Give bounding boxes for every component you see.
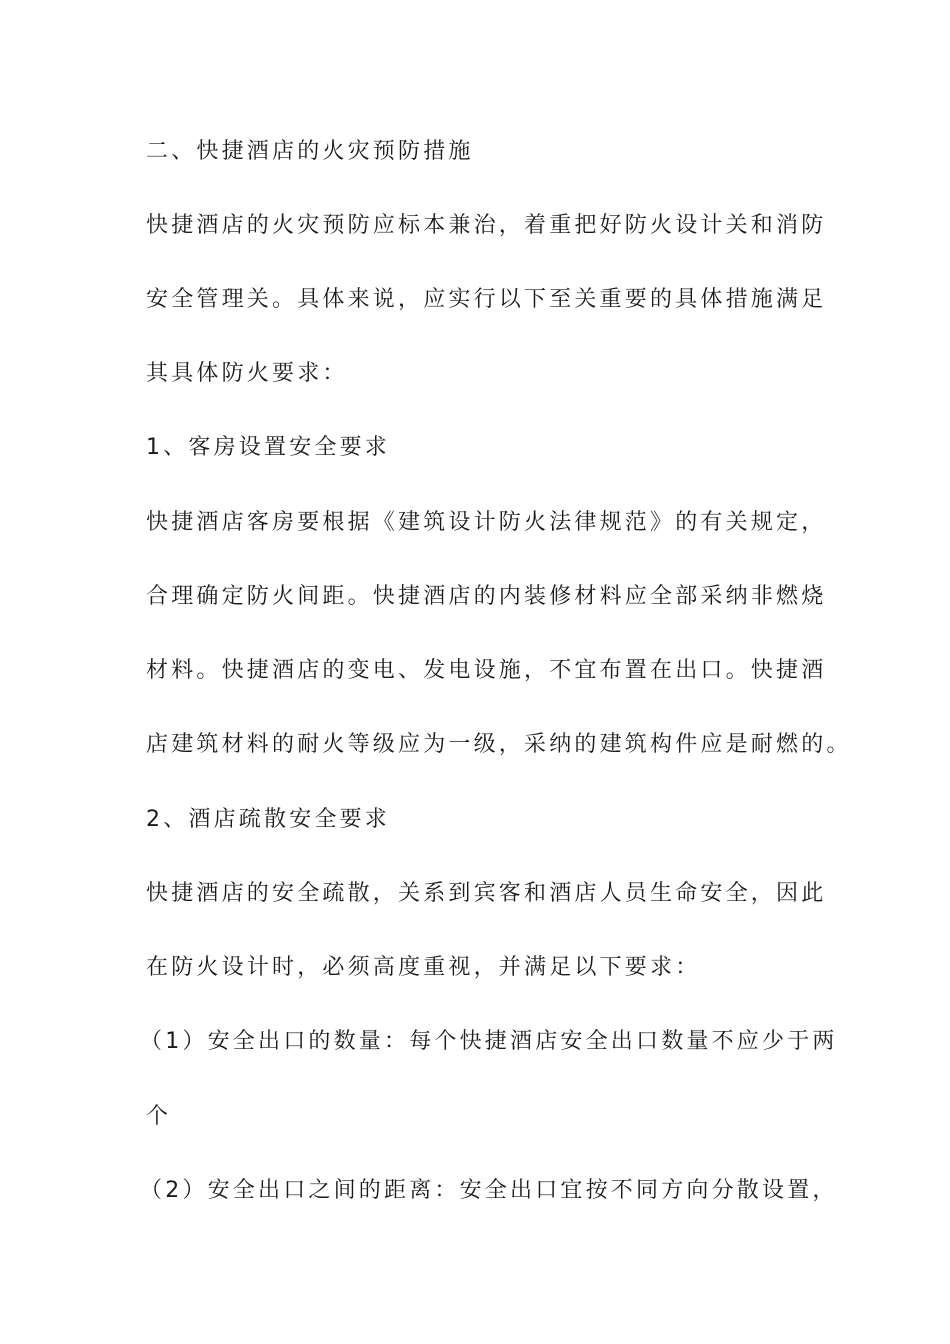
paragraph-line: 快捷酒店的火灾预防应标本兼治，着重把好防火设计关和消防: [146, 213, 827, 238]
paragraph-line: 合理确定防火间距。快捷酒店的内装修材料应全部采纳非燃烧: [146, 584, 827, 609]
paragraph-line: 店建筑材料的耐火等级应为一级，采纳的建筑构件应是耐燃的。: [146, 732, 852, 757]
paragraph-line: 其具体防火要求：: [146, 361, 348, 386]
section-heading: 二、快捷酒店的火灾预防措施: [146, 139, 474, 164]
paragraph-line: 在防火设计时，必须高度重视，并满足以下要求：: [146, 955, 701, 980]
subsection-heading: 1、客房设置安全要求: [146, 435, 390, 460]
paragraph-line: 快捷酒店客房要根据《建筑设计防火法律规范》的有关规定，: [146, 510, 827, 535]
paragraph-line: 快捷酒店的安全疏散，关系到宾客和酒店人员生命安全，因此: [146, 881, 827, 906]
list-item-line: 个: [146, 1104, 172, 1129]
paragraph-line: 材料。快捷酒店的变电、发电设施，不宜布置在出口。快捷酒: [146, 658, 827, 683]
list-item-line: （1）安全出口的数量：每个快捷酒店安全出口数量不应少于两: [140, 1029, 838, 1054]
paragraph-line: 安全管理关。具体来说，应实行以下至关重要的具体措施满足: [146, 287, 827, 312]
list-item-line: （2）安全出口之间的距离：安全出口宜按不同方向分散设置，: [140, 1178, 838, 1203]
subsection-heading: 2、酒店疏散安全要求: [146, 807, 390, 832]
